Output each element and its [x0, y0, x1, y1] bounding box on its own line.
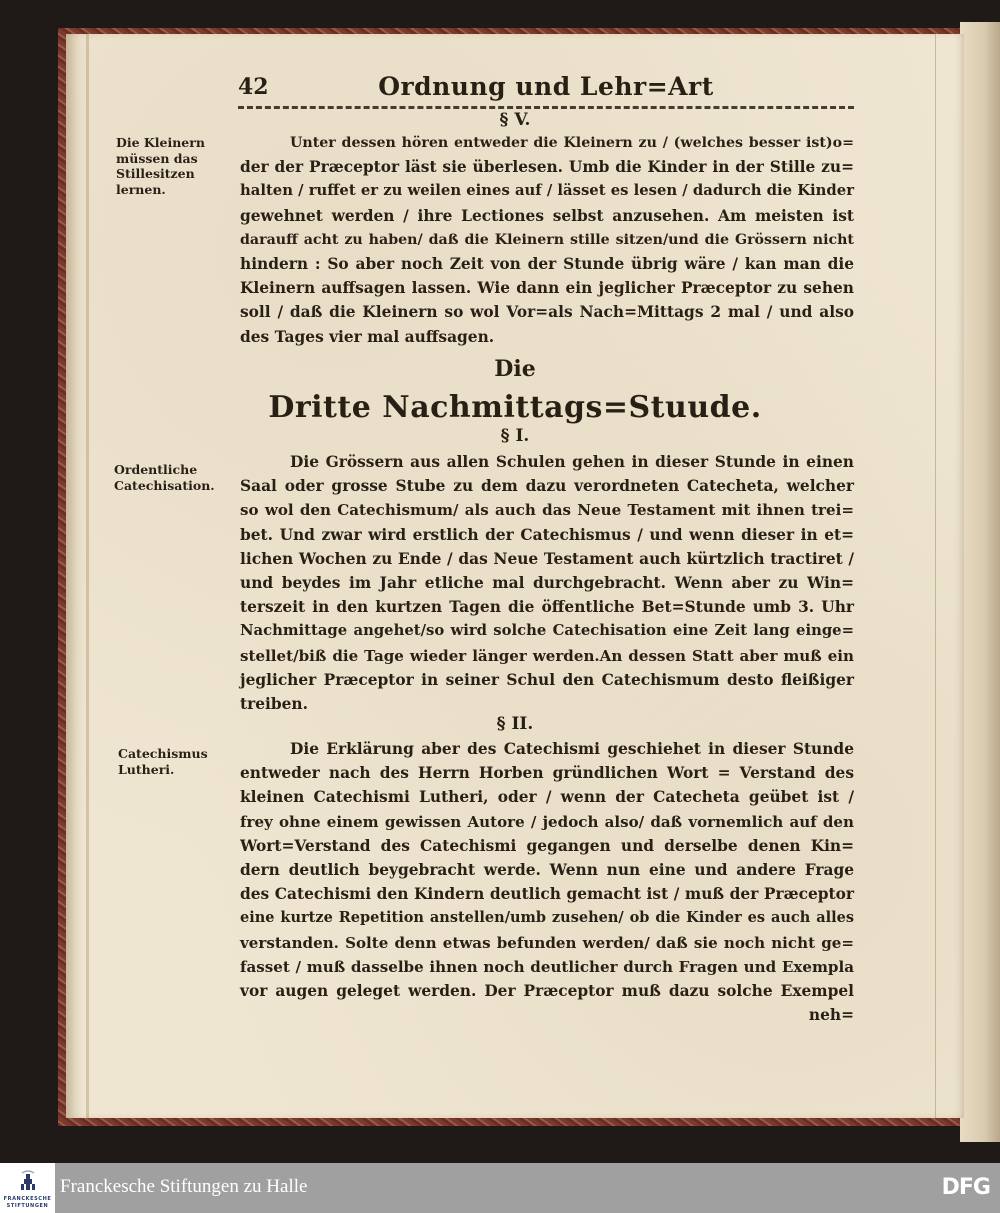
viewer-footer: [0, 1163, 1000, 1213]
marginal-line: Die Kleinern: [116, 135, 205, 150]
dfg-logo[interactable]: DFG: [941, 1175, 990, 1200]
text-line: Die Erklärung aber des Catechismi geschiehet in dieser Stunde: [290, 740, 854, 758]
text-line: Wort=Verstand des Catechismi gegangen und derselbe denen Kin=: [240, 836, 854, 855]
marginal-note-lutheri: [118, 746, 208, 777]
gutter-shadow: [86, 34, 89, 1118]
text-line: Kleinern auffsagen lassen. Wie dann ein jeglicher Præceptor zu sehen: [240, 279, 854, 298]
logo-text-line: STIFTUNGEN: [6, 1203, 49, 1209]
text-line: verstanden. Solte denn etwas befunden werden/ daß sie noch nicht ge=: [240, 933, 854, 952]
section-heading-ii: § II.: [496, 714, 534, 734]
text-line: bet. Und zwar wird erstlich der Catechismus / und wenn dieser in et=: [240, 525, 854, 544]
marginal-line: lernen.: [116, 181, 166, 197]
paragraph-v: [240, 131, 854, 349]
chapter-heading-title: Dritte Nachmittags=Stuude.: [268, 390, 762, 425]
section-heading-v: § V.: [499, 110, 531, 130]
text-line: soll / daß die Kleinern so wol Vor=als Nach=Mittags 2 mal / und also: [240, 303, 854, 322]
text-line: treiben.: [240, 695, 308, 714]
institution-logo[interactable]: [0, 1163, 55, 1213]
text-line: eine kurtze Repetition anstellen/umb zusehen/ ob die Kinder es auch alles: [240, 909, 854, 927]
paragraph-ii: [240, 737, 854, 1027]
paragraph-i: [240, 450, 854, 716]
text-line: Unter dessen hören entweder die Kleinern zu / (welches besser ist)o=: [290, 135, 854, 151]
text-line: lichen Wochen zu Ende / das Neue Testament auch kürtzlich tractiret /: [240, 549, 854, 568]
marginal-line: müssen das: [116, 150, 198, 166]
page-stack-edge: [960, 22, 1000, 1142]
text-line: Nachmittage angehet/so wird solche Catechisation eine Zeit lang einge=: [240, 622, 854, 640]
page-number: 42: [238, 74, 269, 100]
text-line: terszeit in den kurtzen Tagen die öffentliche Bet=Stunde umb 3. Uhr: [240, 598, 854, 617]
text-line: Saal oder grosse Stube zu dem dazu verordneten Catecheta, welcher: [240, 477, 854, 496]
book-page: [66, 34, 964, 1118]
institution-name: Franckesche Stiftungen zu Halle: [60, 1176, 308, 1197]
logo-text-line: FRANCKESCHE: [3, 1196, 52, 1202]
section-heading-i: § I.: [500, 426, 530, 446]
text-line: jeglicher Præceptor in seiner Schul den Catechismum desto fleißiger: [240, 670, 854, 689]
text-line: der der Præceptor läst sie überlesen. Umb die Kinder in der Stille zu=: [240, 158, 854, 177]
marginal-note-catechisation: [114, 462, 215, 493]
text-line: kleinen Catechismi Lutheri, oder / wenn der Catecheta geübet ist /: [240, 788, 854, 807]
page-fold-line: [935, 34, 936, 1118]
head-rule: [238, 106, 854, 109]
text-line: Die Grössern aus allen Schulen gehen in dieser Stunde in einen: [290, 453, 854, 471]
marginal-note-kleinern: [116, 135, 205, 197]
text-line: so wol den Catechismum/ als auch das Neue Testament mit ihnen trei=: [240, 501, 854, 520]
text-line: darauff acht zu haben/ daß die Kleinern stille sitzen/und die Grössern nicht: [240, 231, 854, 248]
marginal-line: Lutheri.: [118, 761, 175, 777]
text-line: des Catechismi den Kindern deutlich gemacht ist / muß der Præceptor: [240, 885, 854, 904]
marginal-line: Ordentliche: [114, 462, 198, 477]
catchword: neh=: [808, 1006, 854, 1025]
text-line: des Tages vier mal auffsagen.: [240, 327, 495, 346]
text-line: hindern : So aber noch Zeit von der Stunde übrig wäre / kan man die: [240, 255, 854, 274]
text-line: dern deutlich beygebracht werde. Wenn nun eine und andere Frage: [240, 861, 854, 880]
text-line: vor augen geleget werden. Der Præceptor muß dazu solche Exempel: [240, 982, 854, 1001]
text-line: stellet/biß die Tage wieder länger werden.An dessen Statt aber muß ein: [240, 646, 854, 665]
text-line: fasset / muß dasselbe ihnen noch deutlicher durch Fragen und Exempla: [240, 957, 854, 976]
marginal-line: Catechisation.: [114, 477, 215, 493]
francke-statue-icon: [19, 1169, 37, 1191]
running-title: Ordnung und Lehr=Art: [378, 72, 714, 101]
text-line: entweder nach des Herrn Horben gründlichen Wort = Verstand des: [240, 764, 854, 783]
text-line: halten / ruffet er zu weilen eines auf / lässet es lesen / dadurch die Kinder: [240, 182, 854, 200]
text-line: und beydes im Jahr etliche mal durchgebracht. Wenn aber zu Win=: [240, 574, 854, 593]
text-line: gewehnet werden / ihre Lectiones selbst anzusehen. Am meisten ist: [240, 206, 854, 225]
chapter-heading-die: Die: [494, 356, 536, 382]
running-head: [238, 72, 854, 104]
text-line: frey ohne einem gewissen Autore / jedoch also/ daß vornemlich auf den: [240, 812, 854, 831]
marginal-line: Stillesitzen: [116, 166, 195, 181]
marginal-line: Catechismus: [118, 746, 208, 761]
